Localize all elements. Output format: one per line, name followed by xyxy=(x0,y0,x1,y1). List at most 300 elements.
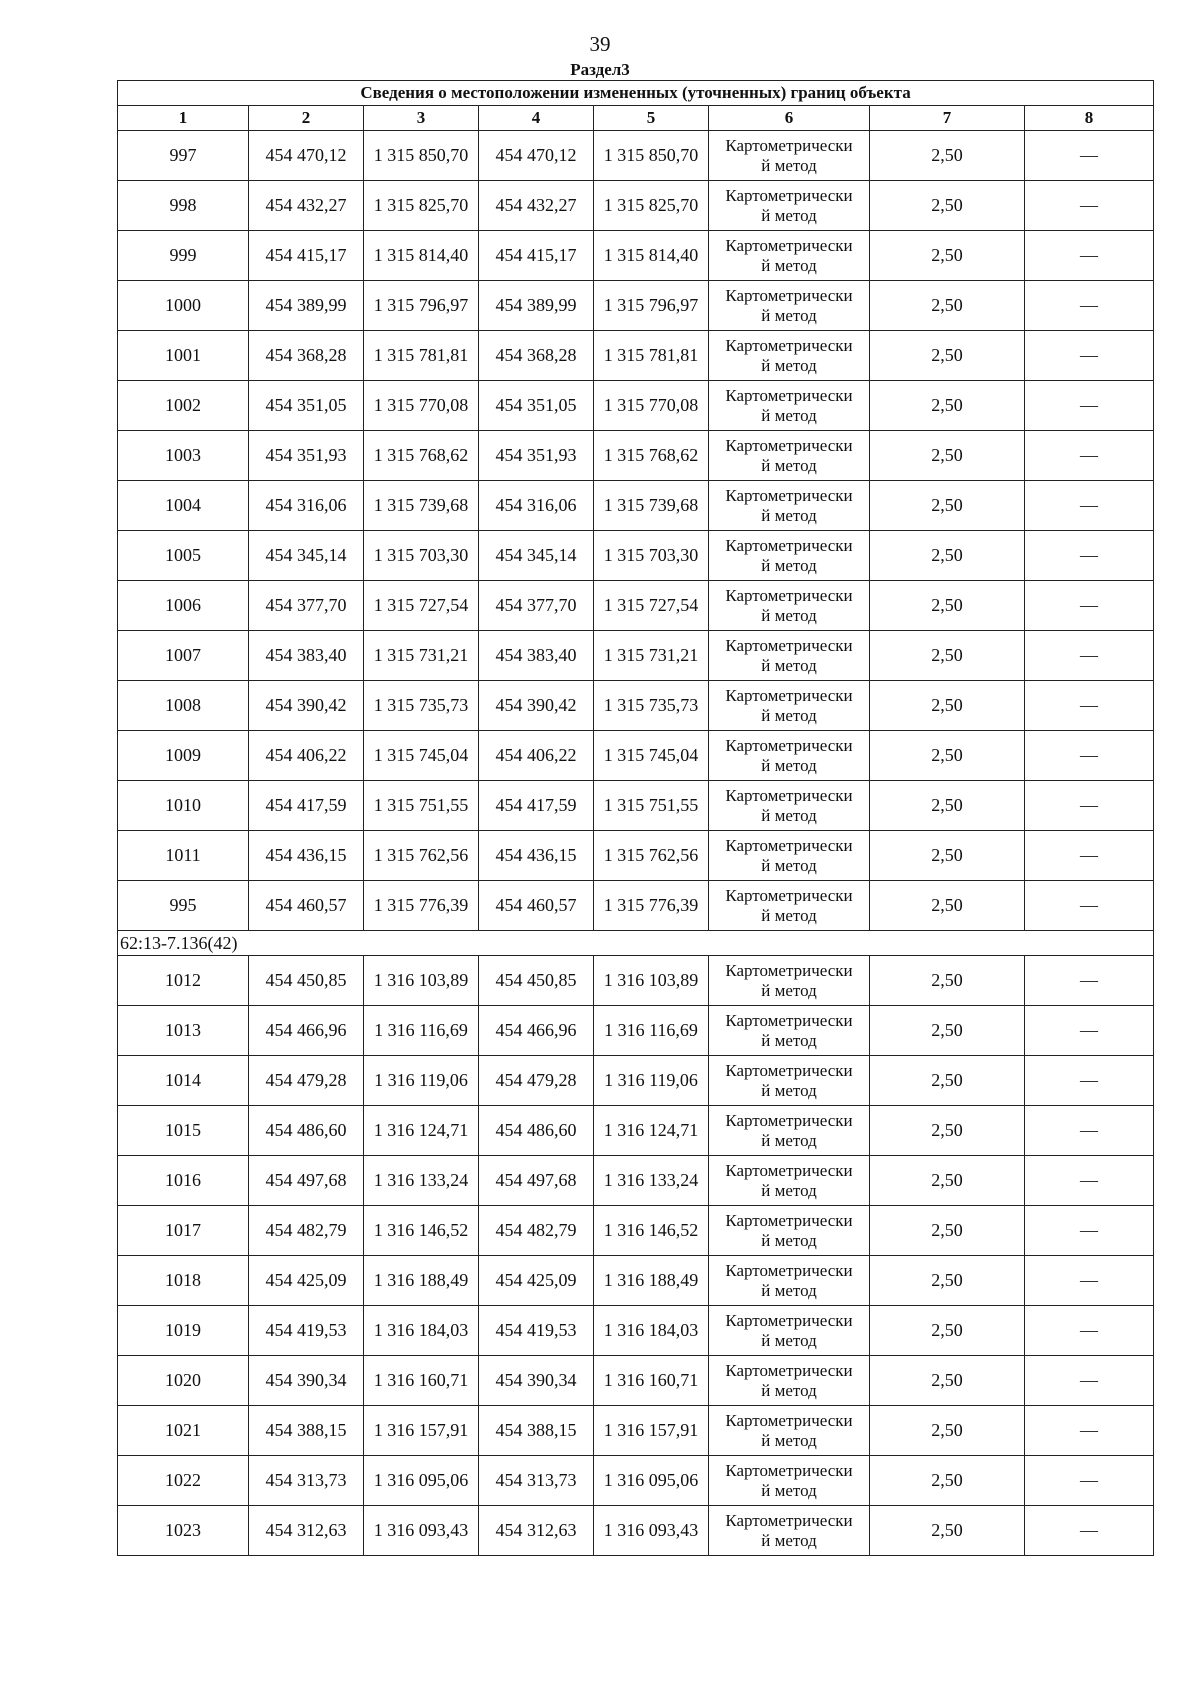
existing-y-cell: 1 315 850,70 xyxy=(364,131,479,181)
existing-y-cell: 1 316 095,06 xyxy=(364,1456,479,1506)
description-cell: — xyxy=(1025,131,1154,181)
column-number: 7 xyxy=(870,106,1025,131)
new-x-cell: 454 368,28 xyxy=(479,331,594,381)
point-number-cell: 999 xyxy=(118,231,249,281)
method-cell xyxy=(709,281,870,331)
description-cell: — xyxy=(1025,831,1154,881)
precision-cell: 2,50 xyxy=(870,681,1025,731)
description-cell: — xyxy=(1025,181,1154,231)
description-cell: — xyxy=(1025,1506,1154,1556)
description-cell: — xyxy=(1025,1456,1154,1506)
column-number: 8 xyxy=(1025,106,1154,131)
new-x-cell: 454 415,17 xyxy=(479,231,594,281)
description-cell: — xyxy=(1025,681,1154,731)
precision-cell: 2,50 xyxy=(870,531,1025,581)
point-number-cell: 1015 xyxy=(118,1106,249,1156)
method-line-1: Картометрически xyxy=(725,785,853,805)
description-cell: — xyxy=(1025,1006,1154,1056)
section-title: Раздел3 xyxy=(570,60,630,79)
point-number-cell: 1021 xyxy=(118,1406,249,1456)
method-line-1: Картометрически xyxy=(725,885,853,905)
method-line-2: й метод xyxy=(761,455,817,475)
new-x-cell: 454 312,63 xyxy=(479,1506,594,1556)
method-cell xyxy=(709,681,870,731)
new-y-cell: 1 316 184,03 xyxy=(594,1306,709,1356)
method-line-2: й метод xyxy=(761,205,817,225)
table-row xyxy=(118,431,1154,481)
precision-cell: 2,50 xyxy=(870,381,1025,431)
existing-x-cell: 454 345,14 xyxy=(249,531,364,581)
method-line-1: Картометрически xyxy=(725,1110,853,1130)
column-number-row xyxy=(118,106,1154,131)
method-line-2: й метод xyxy=(761,755,817,775)
precision-cell: 2,50 xyxy=(870,581,1025,631)
point-number-cell: 1002 xyxy=(118,381,249,431)
table-row xyxy=(118,1406,1154,1456)
existing-y-cell: 1 315 825,70 xyxy=(364,181,479,231)
method-cell xyxy=(709,1106,870,1156)
description-cell: — xyxy=(1025,731,1154,781)
point-number-cell: 1003 xyxy=(118,431,249,481)
new-y-cell: 1 316 157,91 xyxy=(594,1406,709,1456)
table-row xyxy=(118,1506,1154,1556)
method-cell xyxy=(709,1356,870,1406)
method-line-2: й метод xyxy=(761,705,817,725)
method-cell xyxy=(709,381,870,431)
new-y-cell: 1 315 770,08 xyxy=(594,381,709,431)
existing-y-cell: 1 316 124,71 xyxy=(364,1106,479,1156)
new-x-cell: 454 388,15 xyxy=(479,1406,594,1456)
point-number-cell: 1004 xyxy=(118,481,249,531)
method-line-1: Картометрически xyxy=(725,1160,853,1180)
method-line-1: Картометрически xyxy=(725,185,853,205)
method-line-2: й метод xyxy=(761,980,817,1000)
table-row xyxy=(118,956,1154,1006)
new-y-cell: 1 315 735,73 xyxy=(594,681,709,731)
method-cell xyxy=(709,881,870,931)
method-cell xyxy=(709,431,870,481)
existing-x-cell: 454 432,27 xyxy=(249,181,364,231)
new-y-cell: 1 316 160,71 xyxy=(594,1356,709,1406)
point-number-cell: 1009 xyxy=(118,731,249,781)
point-number-cell: 1023 xyxy=(118,1506,249,1556)
description-cell: — xyxy=(1025,1256,1154,1306)
point-number-cell: 1018 xyxy=(118,1256,249,1306)
description-cell: — xyxy=(1025,431,1154,481)
method-line-1: Картометрически xyxy=(725,735,853,755)
table-row xyxy=(118,1306,1154,1356)
point-number-cell: 1001 xyxy=(118,331,249,381)
cadastral-group-label: 62:13-7.136(42) xyxy=(118,931,1154,956)
method-line-2: й метод xyxy=(761,555,817,575)
table-row xyxy=(118,1106,1154,1156)
new-y-cell: 1 315 781,81 xyxy=(594,331,709,381)
precision-cell: 2,50 xyxy=(870,431,1025,481)
method-cell xyxy=(709,1006,870,1056)
table-caption: Сведения о местоположении измененных (уточненных) границ объекта xyxy=(118,81,1154,106)
point-number-cell: 1010 xyxy=(118,781,249,831)
existing-y-cell: 1 316 146,52 xyxy=(364,1206,479,1256)
method-line-2: й метод xyxy=(761,355,817,375)
existing-y-cell: 1 315 762,56 xyxy=(364,831,479,881)
precision-cell: 2,50 xyxy=(870,281,1025,331)
existing-y-cell: 1 315 770,08 xyxy=(364,381,479,431)
point-number-cell: 1013 xyxy=(118,1006,249,1056)
description-cell: — xyxy=(1025,381,1154,431)
new-y-cell: 1 316 119,06 xyxy=(594,1056,709,1106)
precision-cell: 2,50 xyxy=(870,731,1025,781)
precision-cell: 2,50 xyxy=(870,1206,1025,1256)
column-number: 3 xyxy=(364,106,479,131)
new-y-cell: 1 315 814,40 xyxy=(594,231,709,281)
method-line-2: й метод xyxy=(761,1380,817,1400)
precision-cell: 2,50 xyxy=(870,1106,1025,1156)
new-x-cell: 454 486,60 xyxy=(479,1106,594,1156)
new-y-cell: 1 315 751,55 xyxy=(594,781,709,831)
method-cell xyxy=(709,781,870,831)
new-y-cell: 1 316 188,49 xyxy=(594,1256,709,1306)
method-cell xyxy=(709,1056,870,1106)
precision-cell: 2,50 xyxy=(870,781,1025,831)
precision-cell: 2,50 xyxy=(870,181,1025,231)
existing-x-cell: 454 419,53 xyxy=(249,1306,364,1356)
new-y-cell: 1 315 731,21 xyxy=(594,631,709,681)
method-line-2: й метод xyxy=(761,1330,817,1350)
method-line-2: й метод xyxy=(761,1280,817,1300)
method-line-1: Картометрически xyxy=(725,135,853,155)
page-number: 39 xyxy=(589,32,611,56)
existing-y-cell: 1 315 781,81 xyxy=(364,331,479,381)
new-y-cell: 1 315 776,39 xyxy=(594,881,709,931)
precision-cell: 2,50 xyxy=(870,1256,1025,1306)
existing-y-cell: 1 315 751,55 xyxy=(364,781,479,831)
method-cell xyxy=(709,1156,870,1206)
existing-y-cell: 1 315 735,73 xyxy=(364,681,479,731)
existing-y-cell: 1 315 776,39 xyxy=(364,881,479,931)
method-line-1: Картометрически xyxy=(725,1210,853,1230)
method-line-2: й метод xyxy=(761,655,817,675)
method-line-2: й метод xyxy=(761,1130,817,1150)
method-cell xyxy=(709,531,870,581)
existing-x-cell: 454 388,15 xyxy=(249,1406,364,1456)
method-line-1: Картометрически xyxy=(725,835,853,855)
existing-y-cell: 1 316 103,89 xyxy=(364,956,479,1006)
column-number: 6 xyxy=(709,106,870,131)
new-y-cell: 1 316 116,69 xyxy=(594,1006,709,1056)
method-line-2: й метод xyxy=(761,155,817,175)
method-line-2: й метод xyxy=(761,905,817,925)
precision-cell: 2,50 xyxy=(870,631,1025,681)
new-y-cell: 1 316 146,52 xyxy=(594,1206,709,1256)
precision-cell: 2,50 xyxy=(870,131,1025,181)
table-row xyxy=(118,531,1154,581)
table-row xyxy=(118,1006,1154,1056)
existing-y-cell: 1 315 745,04 xyxy=(364,731,479,781)
existing-y-cell: 1 315 703,30 xyxy=(364,531,479,581)
method-line-1: Картометрически xyxy=(725,1010,853,1030)
method-cell xyxy=(709,1256,870,1306)
table-row xyxy=(118,181,1154,231)
method-line-2: й метод xyxy=(761,255,817,275)
new-x-cell: 454 351,05 xyxy=(479,381,594,431)
existing-y-cell: 1 315 727,54 xyxy=(364,581,479,631)
new-y-cell: 1 316 124,71 xyxy=(594,1106,709,1156)
point-number-cell: 998 xyxy=(118,181,249,231)
description-cell: — xyxy=(1025,231,1154,281)
table-body-group-1 xyxy=(118,131,1154,931)
point-number-cell: 1014 xyxy=(118,1056,249,1106)
point-number-cell: 1022 xyxy=(118,1456,249,1506)
method-line-2: й метод xyxy=(761,1030,817,1050)
method-line-1: Картометрически xyxy=(725,1410,853,1430)
existing-y-cell: 1 316 157,91 xyxy=(364,1406,479,1456)
description-cell: — xyxy=(1025,1106,1154,1156)
point-number-cell: 1012 xyxy=(118,956,249,1006)
table-row xyxy=(118,281,1154,331)
table-body-group-2 xyxy=(118,956,1154,1556)
method-line-1: Картометрически xyxy=(725,685,853,705)
method-cell xyxy=(709,131,870,181)
description-cell: — xyxy=(1025,531,1154,581)
existing-x-cell: 454 383,40 xyxy=(249,631,364,681)
existing-x-cell: 454 389,99 xyxy=(249,281,364,331)
method-cell xyxy=(709,1456,870,1506)
new-y-cell: 1 316 095,06 xyxy=(594,1456,709,1506)
point-number-cell: 997 xyxy=(118,131,249,181)
method-line-2: й метод xyxy=(761,505,817,525)
method-cell xyxy=(709,1206,870,1256)
new-x-cell: 454 470,12 xyxy=(479,131,594,181)
new-x-cell: 454 406,22 xyxy=(479,731,594,781)
existing-x-cell: 454 460,57 xyxy=(249,881,364,931)
precision-cell: 2,50 xyxy=(870,956,1025,1006)
column-number: 5 xyxy=(594,106,709,131)
existing-y-cell: 1 316 160,71 xyxy=(364,1356,479,1406)
method-line-1: Картометрически xyxy=(725,385,853,405)
method-line-2: й метод xyxy=(761,1530,817,1550)
new-x-cell: 454 436,15 xyxy=(479,831,594,881)
precision-cell: 2,50 xyxy=(870,1406,1025,1456)
existing-x-cell: 454 406,22 xyxy=(249,731,364,781)
existing-x-cell: 454 436,15 xyxy=(249,831,364,881)
new-y-cell: 1 315 745,04 xyxy=(594,731,709,781)
point-number-cell: 1019 xyxy=(118,1306,249,1356)
existing-y-cell: 1 316 184,03 xyxy=(364,1306,479,1356)
existing-y-cell: 1 316 093,43 xyxy=(364,1506,479,1556)
existing-x-cell: 454 390,42 xyxy=(249,681,364,731)
existing-y-cell: 1 316 188,49 xyxy=(364,1256,479,1306)
description-cell: — xyxy=(1025,281,1154,331)
method-line-2: й метод xyxy=(761,405,817,425)
method-line-1: Картометрически xyxy=(725,1060,853,1080)
table-row xyxy=(118,731,1154,781)
existing-y-cell: 1 316 133,24 xyxy=(364,1156,479,1206)
point-number-cell: 1020 xyxy=(118,1356,249,1406)
new-x-cell: 454 497,68 xyxy=(479,1156,594,1206)
existing-x-cell: 454 316,06 xyxy=(249,481,364,531)
existing-x-cell: 454 351,93 xyxy=(249,431,364,481)
column-number: 2 xyxy=(249,106,364,131)
new-x-cell: 454 390,42 xyxy=(479,681,594,731)
new-y-cell: 1 316 133,24 xyxy=(594,1156,709,1206)
new-x-cell: 454 351,93 xyxy=(479,431,594,481)
new-y-cell: 1 315 739,68 xyxy=(594,481,709,531)
description-cell: — xyxy=(1025,781,1154,831)
new-y-cell: 1 316 093,43 xyxy=(594,1506,709,1556)
existing-x-cell: 454 377,70 xyxy=(249,581,364,631)
existing-x-cell: 454 390,34 xyxy=(249,1356,364,1406)
new-x-cell: 454 482,79 xyxy=(479,1206,594,1256)
existing-y-cell: 1 315 768,62 xyxy=(364,431,479,481)
method-cell xyxy=(709,331,870,381)
method-line-2: й метод xyxy=(761,805,817,825)
method-cell xyxy=(709,1506,870,1556)
new-x-cell: 454 460,57 xyxy=(479,881,594,931)
method-cell xyxy=(709,1406,870,1456)
new-y-cell: 1 315 796,97 xyxy=(594,281,709,331)
precision-cell: 2,50 xyxy=(870,1306,1025,1356)
method-line-1: Картометрически xyxy=(725,535,853,555)
table-row xyxy=(118,231,1154,281)
point-number-cell: 1000 xyxy=(118,281,249,331)
method-line-1: Картометрически xyxy=(725,635,853,655)
existing-y-cell: 1 315 731,21 xyxy=(364,631,479,681)
new-x-cell: 454 417,59 xyxy=(479,781,594,831)
existing-x-cell: 454 417,59 xyxy=(249,781,364,831)
table-row xyxy=(118,631,1154,681)
point-number-cell: 1011 xyxy=(118,831,249,881)
existing-y-cell: 1 315 739,68 xyxy=(364,481,479,531)
table-row xyxy=(118,581,1154,631)
precision-cell: 2,50 xyxy=(870,831,1025,881)
precision-cell: 2,50 xyxy=(870,1506,1025,1556)
point-number-cell: 1017 xyxy=(118,1206,249,1256)
method-cell xyxy=(709,631,870,681)
method-line-1: Картометрически xyxy=(725,1510,853,1530)
existing-x-cell: 454 486,60 xyxy=(249,1106,364,1156)
new-y-cell: 1 315 727,54 xyxy=(594,581,709,631)
precision-cell: 2,50 xyxy=(870,1456,1025,1506)
method-cell xyxy=(709,1306,870,1356)
table-row xyxy=(118,681,1154,731)
existing-y-cell: 1 315 796,97 xyxy=(364,281,479,331)
method-line-2: й метод xyxy=(761,605,817,625)
table-body-group-label xyxy=(118,931,1154,956)
existing-x-cell: 454 450,85 xyxy=(249,956,364,1006)
method-cell xyxy=(709,481,870,531)
method-line-1: Картометрически xyxy=(725,1460,853,1480)
existing-y-cell: 1 315 814,40 xyxy=(364,231,479,281)
method-cell xyxy=(709,831,870,881)
precision-cell: 2,50 xyxy=(870,1006,1025,1056)
new-x-cell: 454 390,34 xyxy=(479,1356,594,1406)
new-y-cell: 1 315 850,70 xyxy=(594,131,709,181)
table-row xyxy=(118,331,1154,381)
existing-x-cell: 454 312,63 xyxy=(249,1506,364,1556)
table-row xyxy=(118,1206,1154,1256)
table-row xyxy=(118,1456,1154,1506)
description-cell: — xyxy=(1025,956,1154,1006)
method-line-2: й метод xyxy=(761,1230,817,1250)
precision-cell: 2,50 xyxy=(870,1056,1025,1106)
table-row xyxy=(118,1256,1154,1306)
existing-y-cell: 1 316 116,69 xyxy=(364,1006,479,1056)
existing-x-cell: 454 313,73 xyxy=(249,1456,364,1506)
new-x-cell: 454 389,99 xyxy=(479,281,594,331)
description-cell: — xyxy=(1025,331,1154,381)
new-x-cell: 454 479,28 xyxy=(479,1056,594,1106)
description-cell: — xyxy=(1025,1356,1154,1406)
table-row xyxy=(118,1156,1154,1206)
table-row xyxy=(118,131,1154,181)
method-line-1: Картометрически xyxy=(725,285,853,305)
existing-y-cell: 1 316 119,06 xyxy=(364,1056,479,1106)
existing-x-cell: 454 466,96 xyxy=(249,1006,364,1056)
existing-x-cell: 454 479,28 xyxy=(249,1056,364,1106)
method-line-1: Картометрически xyxy=(725,435,853,455)
new-x-cell: 454 466,96 xyxy=(479,1006,594,1056)
column-number: 1 xyxy=(118,106,249,131)
method-line-2: й метод xyxy=(761,305,817,325)
table-row xyxy=(118,1356,1154,1406)
new-y-cell: 1 315 768,62 xyxy=(594,431,709,481)
method-line-1: Картометрически xyxy=(725,335,853,355)
new-x-cell: 454 450,85 xyxy=(479,956,594,1006)
description-cell: — xyxy=(1025,631,1154,681)
table-row xyxy=(118,781,1154,831)
precision-cell: 2,50 xyxy=(870,331,1025,381)
method-line-1: Картометрически xyxy=(725,1260,853,1280)
method-cell xyxy=(709,231,870,281)
existing-x-cell: 454 415,17 xyxy=(249,231,364,281)
point-number-cell: 1007 xyxy=(118,631,249,681)
new-x-cell: 454 425,09 xyxy=(479,1256,594,1306)
column-number: 4 xyxy=(479,106,594,131)
method-line-1: Картометрически xyxy=(725,960,853,980)
existing-x-cell: 454 368,28 xyxy=(249,331,364,381)
new-x-cell: 454 383,40 xyxy=(479,631,594,681)
precision-cell: 2,50 xyxy=(870,481,1025,531)
table-row xyxy=(118,881,1154,931)
method-line-2: й метод xyxy=(761,1430,817,1450)
table-row xyxy=(118,831,1154,881)
coordinates-table xyxy=(117,80,1154,1556)
new-y-cell: 1 316 103,89 xyxy=(594,956,709,1006)
new-x-cell: 454 316,06 xyxy=(479,481,594,531)
precision-cell: 2,50 xyxy=(870,231,1025,281)
table-row xyxy=(118,381,1154,431)
new-x-cell: 454 419,53 xyxy=(479,1306,594,1356)
precision-cell: 2,50 xyxy=(870,881,1025,931)
point-number-cell: 995 xyxy=(118,881,249,931)
method-line-1: Картометрически xyxy=(725,235,853,255)
description-cell: — xyxy=(1025,581,1154,631)
new-x-cell: 454 432,27 xyxy=(479,181,594,231)
method-cell xyxy=(709,581,870,631)
new-x-cell: 454 313,73 xyxy=(479,1456,594,1506)
existing-x-cell: 454 482,79 xyxy=(249,1206,364,1256)
new-y-cell: 1 315 762,56 xyxy=(594,831,709,881)
point-number-cell: 1016 xyxy=(118,1156,249,1206)
method-cell xyxy=(709,181,870,231)
description-cell: — xyxy=(1025,481,1154,531)
existing-x-cell: 454 497,68 xyxy=(249,1156,364,1206)
description-cell: — xyxy=(1025,1156,1154,1206)
existing-x-cell: 454 351,05 xyxy=(249,381,364,431)
point-number-cell: 1008 xyxy=(118,681,249,731)
method-line-2: й метод xyxy=(761,1080,817,1100)
existing-x-cell: 454 470,12 xyxy=(249,131,364,181)
